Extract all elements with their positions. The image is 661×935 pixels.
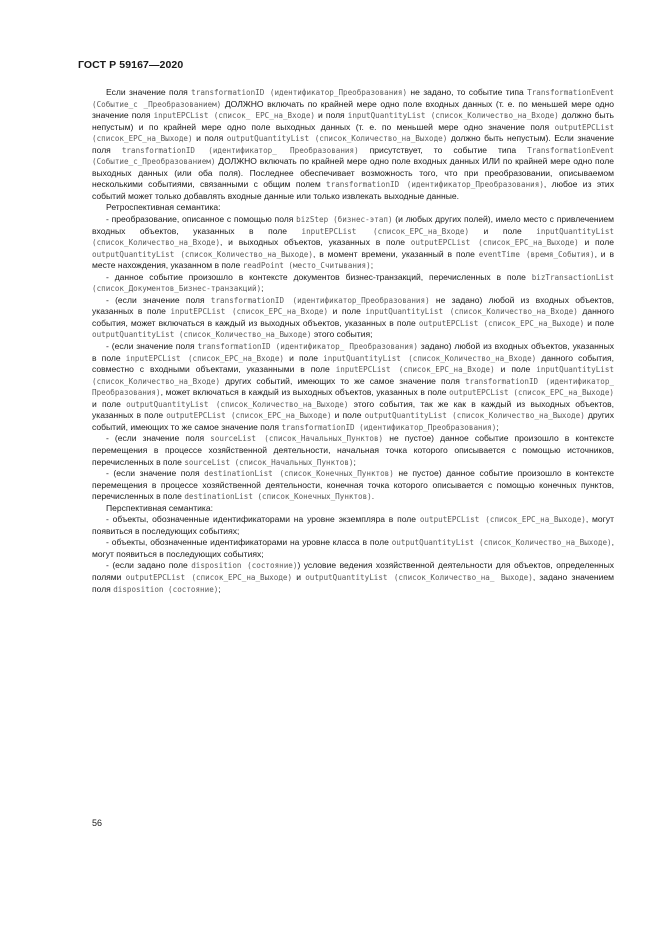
paragraph — [92, 341, 614, 433]
field-identifier: sourceList (список_Начальных_Пунктов) — [210, 434, 384, 444]
text-run: присутствует, то событие типа — [358, 144, 528, 155]
field-identifier: destinationList (список_Конечных_Пунктов) — [184, 492, 372, 502]
paragraph — [92, 295, 614, 341]
field-identifier: outputQuantityList (список_Количество_на_ Выходе) — [305, 572, 533, 582]
field-identifier: sourceList (список_Начальных_Пунктов) — [184, 457, 354, 467]
text-run: ДОЛЖНО включать по крайней мере одно поле входных данных (т. е. по меньшей мере одно значение поля — [92, 98, 615, 121]
text-run: ; — [353, 456, 356, 467]
field-identifier: inputEPCList (список_EPC_на_Входе) — [170, 307, 329, 317]
field-identifier: outputQuantityList (список_Количество_на_Выходе) — [391, 538, 612, 548]
field-identifier: inputEPCList (список_ EPC_на_Входе) — [153, 111, 315, 121]
field-identifier: outputQuantityList (список_Количество_на_Выходе) — [126, 399, 349, 409]
field-identifier: outputQuantityList (список_Количество_на_Выходе) — [226, 134, 448, 144]
field-identifier: TransformationEvent (Событие_с _Преобразованием) — [92, 88, 614, 109]
field-identifier: inputEPCList (список_EPC_на_Входе) — [301, 226, 470, 236]
text-run: должно быть непустым) и по крайней мере одно поле выходных данных (т. е. по меньшей мере одно значение поля — [92, 110, 615, 132]
paragraph — [92, 214, 614, 272]
field-identifier: transformationID (идентификатор_ Преобразования) — [197, 342, 418, 352]
field-identifier: inputEPCList (список_EPC_на_Входе) — [125, 353, 284, 363]
text-run: других событий, имеющих то же самое значение поля — [92, 410, 614, 432]
text-run: - (если задано поле — [106, 560, 192, 571]
field-identifier: inputQuantityList (список_Количество_на_Входе) — [323, 353, 537, 363]
text-run: не пустое) данное событие произошло в контексте перемещения в процессе хозяйственной деятельности, начальная точка которого описывается с помощью источников, перечисленных в поле — [92, 433, 614, 467]
text-run: , могут появиться в последующих событиях; — [92, 514, 614, 536]
text-run: данного события, совместно с входными объектами, указанными в поле — [92, 352, 614, 375]
text-run: не пустое) данное событие произошло в контексте перемещения в процессе хозяйственной деятельности, конечная точка которого описывается с помощью конечных пунктов, перечисленных в поле — [92, 468, 614, 502]
text-run: ДОЛЖНО включать по крайней мере одно поле входных данных ИЛИ по крайней мере одно поле выходных данных (или оба поля). Последнее обеспечивает возможность того, что при преобразовании, описываемом несколькими событиями, связанными с общим полем — [92, 156, 614, 190]
paragraph — [92, 537, 614, 560]
text-run: , и в месте нахождения, указанном в поле — [92, 248, 614, 271]
text-run: и поля — [314, 110, 348, 121]
text-run: не задано) любой из входных объектов, указанных в поле — [92, 294, 614, 317]
field-identifier: bizTransactionList (список_Документов_Бизнес-транзакций) — [92, 272, 614, 294]
text-run: ; — [496, 421, 499, 432]
text-run: задано) любой из входных объектов, указанных в поле — [92, 341, 614, 363]
field-identifier: outputEPCList (список_EPC_на_Выходе) — [449, 388, 614, 398]
text-run: - (если значение поля — [106, 294, 211, 305]
paragraph — [92, 87, 614, 202]
text-run: , задано значением поля — [92, 571, 614, 594]
text-run: , в момент времени, указанный в поле — [312, 248, 479, 259]
text-run: , может включаться в каждый из выходных объектов, указанных в поле — [160, 387, 450, 398]
text-run: - преобразование, описанное с помощью поля — [106, 214, 297, 225]
body-text — [92, 87, 614, 595]
text-run: Если значение поля — [106, 87, 192, 97]
text-run: (и любых других полей), имело место с привлечением входных объектов, указанных в поле — [92, 214, 614, 236]
field-identifier: transformationID (идентификатор_ Преобразования) — [92, 376, 614, 398]
field-identifier: outputEPCList (список_EPC_на_Выходе) — [419, 515, 586, 525]
field-identifier: outputEPCList (список_EPC_на_Выходе) — [418, 318, 585, 328]
text-run: . — [371, 491, 375, 502]
text-run: других событий, имеющих то же самое значение поля — [220, 375, 465, 386]
paragraph — [92, 514, 614, 537]
text-run: и поле — [283, 352, 324, 363]
text-run: должно быть непустым). Если значение поля — [92, 133, 615, 155]
paragraph — [92, 503, 614, 515]
text-run: - данное событие произошло в контексте документов бизнес-транзакций, перечисленных в поле — [106, 271, 532, 282]
text-run: , могут появиться в последующих событиях; — [92, 537, 614, 559]
field-identifier: inputEPCList (список_EPC_на_Входе) — [335, 365, 495, 375]
document-header: ГОСТ Р 59167—2020 — [78, 59, 184, 71]
field-identifier: readPoint (место_Считывания) — [242, 261, 371, 271]
field-identifier: outputQuantityList (список_Количество_на_Выходе) — [92, 249, 313, 259]
text-run: - (если значение поля — [106, 341, 198, 352]
text-run: и поле — [331, 410, 365, 421]
text-run: , и выходных объектов, указанных в поле — [220, 237, 411, 248]
field-identifier: outputEPCList (список_EPC_на_Выходе) — [92, 122, 614, 144]
paragraph — [92, 468, 614, 503]
field-identifier: transformationID (идентификатор_Преобразования) — [281, 422, 497, 432]
text-run: Ретроспективная семантика: — [106, 202, 221, 213]
text-run: этого события; — [311, 329, 373, 340]
field-identifier: inputQuantityList (список_Количество_на_Входе) — [347, 111, 559, 121]
text-run: - (если значение поля — [106, 468, 205, 479]
text-run: - (если значение поля — [106, 433, 211, 444]
field-identifier: destinationList (список_Конечных_Пунктов) — [204, 469, 394, 479]
text-run: и поле — [469, 225, 537, 236]
text-run: и поле — [578, 237, 614, 248]
text-run: ) условие ведения хозяйственной деятельности для объектов, определенных полями — [92, 560, 614, 582]
text-run: данного события, может включаться в каждый из выходных объектов, указанных в поле — [92, 306, 614, 328]
text-run: и поле — [92, 398, 127, 409]
text-run: и поле — [494, 364, 537, 375]
field-identifier: eventTime (время_События) — [478, 249, 595, 259]
field-identifier: bizStep (бизнес-этап) — [296, 215, 393, 225]
text-run: не задано, то событие типа — [407, 87, 528, 97]
paragraph — [92, 433, 614, 468]
text-run: Перспективная семантика: — [106, 502, 213, 513]
paragraph — [92, 202, 614, 214]
field-identifier: outputEPCList (список_EPC_на_Выходе) — [125, 572, 293, 582]
field-identifier: transformationID (идентификатор_Преобразования) — [210, 295, 430, 305]
field-identifier: TransformationEvent (Событие_с_Преобразованием) — [92, 145, 615, 167]
text-run: и поле — [328, 306, 366, 317]
text-run: этого события, так же как в каждый из выходных объектов, указанных в поле — [92, 398, 614, 421]
field-identifier: disposition (состояние) — [113, 584, 219, 594]
text-run: - объекты, обозначенные идентификаторами на уровне класса в поле — [106, 537, 392, 548]
field-identifier: outputEPCList (список_EPC_на_Выходе) — [410, 238, 579, 248]
field-identifier: outputQuantityList (список_Количество_на_Выходе) — [92, 330, 312, 340]
paragraph — [92, 560, 614, 595]
text-run: и поле — [584, 317, 614, 328]
paragraph — [92, 272, 614, 295]
field-identifier: transformationID (идентификатор_Преобразования) — [326, 180, 544, 190]
field-identifier: inputQuantityList (список_Количество_на_Входе) — [365, 307, 578, 317]
field-identifier: outputQuantityList (список_Количество_на_Выходе) — [364, 411, 585, 421]
field-identifier: transformationID (идентификатор_ Преобразования) — [121, 145, 359, 155]
field-identifier: inputQuantityList (список_Количество_на_Входе) — [92, 365, 614, 386]
text-run: и поля — [192, 133, 227, 144]
text-run: , любое из этих событий может только добавлять входные данные или только извлекать выходные данные. — [92, 179, 614, 201]
text-run: ; — [370, 260, 374, 271]
page-number: 56 — [92, 818, 103, 828]
field-identifier: inputQuantityList (список_Количество_на_Входе) — [92, 226, 614, 248]
field-identifier: disposition (состояние) — [191, 561, 298, 571]
text-run: и — [292, 571, 306, 582]
field-identifier: outputEPCList (список_EPC_на_Выходе) — [166, 411, 332, 421]
text-run: - объекты, обозначенные идентификаторами на уровне экземпляра в поле — [106, 514, 420, 525]
text-run: ; — [261, 283, 264, 294]
field-identifier: transformationID (идентификатор_Преобразования) — [191, 88, 408, 97]
text-run: ; — [218, 583, 221, 594]
